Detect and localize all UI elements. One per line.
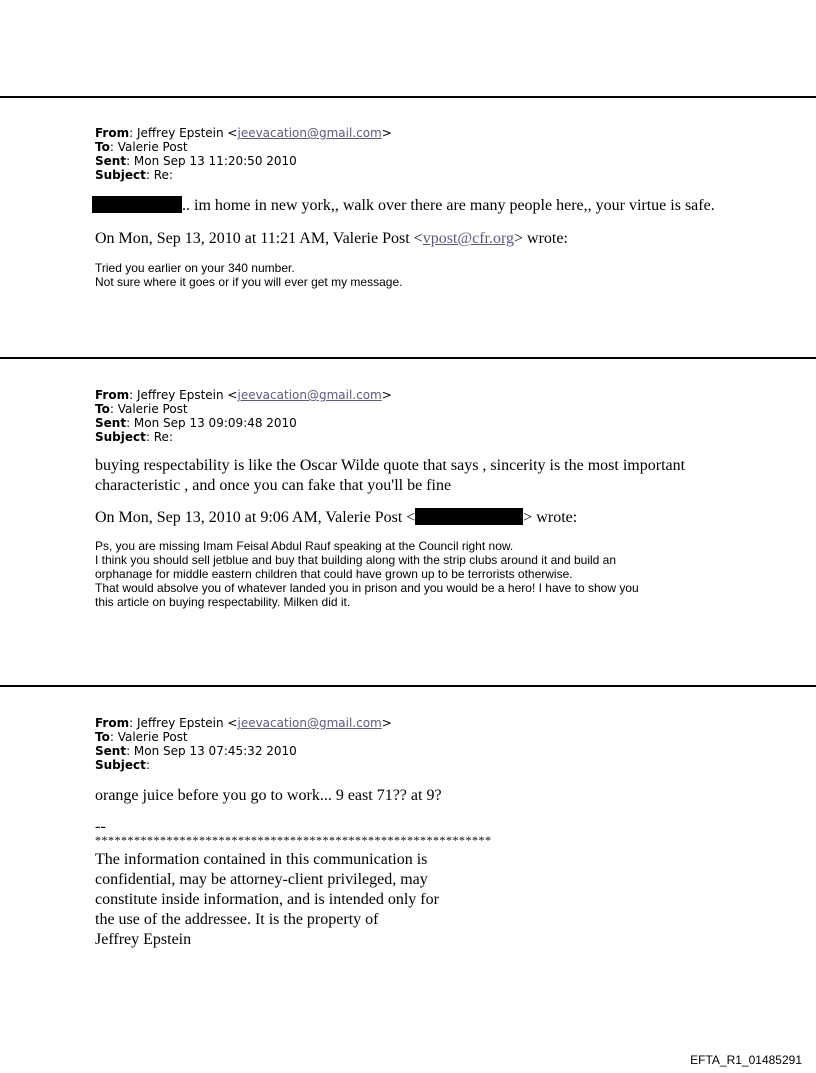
subject-line: Subject: (95, 758, 150, 772)
from-email-link[interactable]: jeevacation@gmail.com (237, 716, 382, 730)
from-email-link[interactable]: jeevacation@gmail.com (237, 388, 382, 402)
from-line: From: Jeffrey Epstein <jeevacation@gmail.com> (95, 126, 392, 140)
from-line: From: Jeffrey Epstein <jeevacation@gmail.com> (95, 716, 392, 730)
signature-stars: ************************************************************* (95, 833, 492, 847)
email-3 (95, 716, 795, 950)
quoted-message: Ps, you are missing Imam Feisal Abdul Rauf speaking at the Council right now. I think you should sell jetblue and buy that building along with the strip clubs around it and build an orphanage for middle eastern children that could have grown up to be terrorists otherwise. That would absolve you of whatever landed you in prison and you would be a hero! I have to show you this article on buying respectability. Milken did it. (95, 539, 639, 609)
email-body: buying respectability is like the Oscar Wilde quote that says , sincerity is the most important characteristic , and once you can fake that you'll be fine (95, 457, 686, 494)
quoted-message: Tried you earlier on your 340 number. Not sure where it goes or if you will ever get my message. (95, 261, 403, 289)
quote-header: On Mon, Sep 13, 2010 at 9:06 AM, Valerie Post < > wrote: (95, 509, 578, 526)
signature-dash: -- (95, 818, 106, 835)
quote-email-link[interactable]: vpost@cfr.org (422, 230, 515, 247)
document-id: EFTA_R1_01485291 (690, 1053, 802, 1067)
sent-line: Sent: Mon Sep 13 11:20:50 2010 (95, 154, 297, 168)
quote-header: On Mon, Sep 13, 2010 at 11:21 AM, Valerie Post <vpost@cfr.org> wrote: (95, 230, 568, 247)
to-line: To: Valerie Post (95, 140, 188, 154)
from-email-link[interactable]: jeevacation@gmail.com (237, 126, 382, 140)
redaction-box (92, 196, 182, 213)
email-body: .. im home in new york,, walk over there are many people here,, your virtue is safe. (92, 196, 795, 216)
to-line: To: Valerie Post (95, 402, 188, 416)
subject-line: Subject: Re: (95, 430, 173, 444)
subject-line: Subject: Re: (95, 168, 173, 182)
redaction-box (415, 508, 523, 525)
from-line: From: Jeffrey Epstein <jeevacation@gmail.com> (95, 388, 392, 402)
disclaimer: The information contained in this communication is confidential, may be attorney-client privileged, may constitute inside information, and is intended only for the use of the addressee. It is the property of Jeffrey Epstein (95, 851, 439, 948)
sent-line: Sent: Mon Sep 13 09:09:48 2010 (95, 416, 297, 430)
separator-rule-1 (0, 96, 816, 98)
email-body: orange juice before you go to work... 9 east 71?? at 9? (95, 787, 442, 804)
separator-rule-3 (0, 685, 816, 687)
email-2 (95, 388, 795, 609)
sent-line: Sent: Mon Sep 13 07:45:32 2010 (95, 744, 297, 758)
to-line: To: Valerie Post (95, 730, 188, 744)
email-1 (95, 126, 795, 289)
separator-rule-2 (0, 357, 816, 359)
